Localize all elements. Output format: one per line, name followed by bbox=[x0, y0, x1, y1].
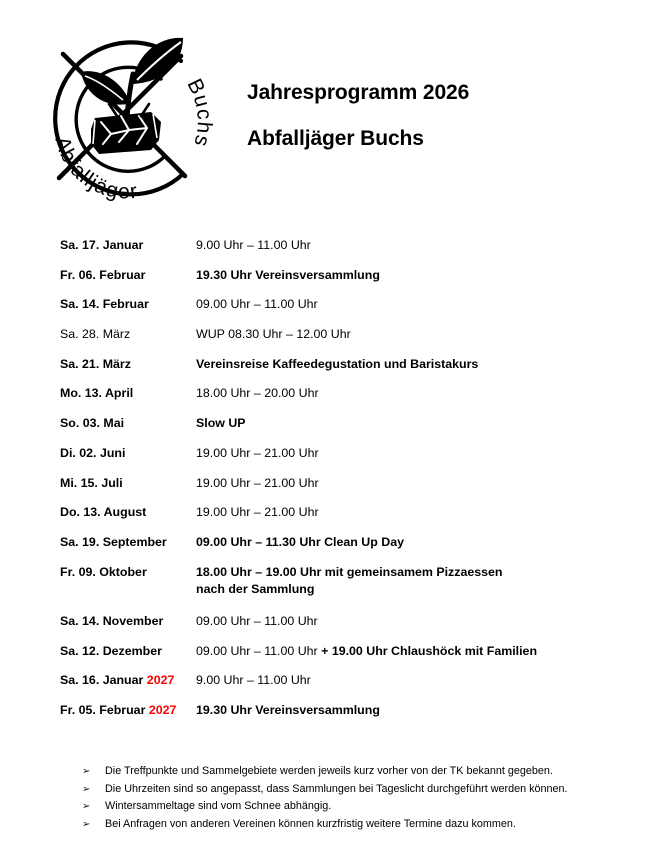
schedule-row-year-highlight: 2027 bbox=[146, 673, 175, 688]
note-list-item-text: Bei Anfragen von anderen Vereinen können kurzfristig weitere Termine dazu kommen. bbox=[105, 817, 516, 830]
schedule-row-detail-text: WUP 08.30 Uhr – 12.00 Uhr bbox=[196, 327, 351, 342]
schedule-row-detail bbox=[196, 504, 660, 521]
arrow-bullet-icon: ➢ bbox=[82, 766, 91, 777]
schedule-row bbox=[60, 296, 660, 326]
schedule-row-detail-text: 09.00 Uhr – 11.30 Uhr Clean Up Day bbox=[196, 534, 404, 549]
schedule-row-detail-primary: 09.00 Uhr – 11.00 Uhr bbox=[196, 643, 322, 658]
schedule-row-detail bbox=[196, 356, 660, 373]
schedule-row-detail bbox=[196, 672, 660, 689]
schedule-row-date: Sa. 14. Februar bbox=[60, 297, 149, 312]
schedule-row-detail-text: 9.00 Uhr – 11.00 Uhr bbox=[196, 238, 311, 252]
schedule-row-detail-text: 09.00 Uhr – 11.00 Uhr bbox=[196, 297, 318, 312]
schedule-row bbox=[60, 415, 660, 445]
schedule-row bbox=[60, 702, 660, 732]
schedule-row-detail-text: 18.00 Uhr – 19.00 Uhr mit gemeinsamem Pizzaessen bbox=[196, 564, 503, 579]
schedule-row-detail bbox=[196, 445, 660, 462]
schedule-row-date-text: Sa. 16. Januar bbox=[60, 673, 147, 688]
schedule-row-detail bbox=[196, 643, 660, 660]
schedule-row bbox=[60, 643, 660, 673]
schedule-row bbox=[60, 534, 660, 564]
arrow-bullet-icon: ➢ bbox=[82, 801, 91, 812]
schedule-row-detail bbox=[196, 475, 660, 492]
note-list-item-text: Die Treffpunkte und Sammelgebiete werden jeweils kurz vorher von der TK bekannt gegeben. bbox=[105, 765, 553, 777]
note-list-item bbox=[82, 782, 642, 800]
schedule-row-detail-text: 19.30 Uhr Vereinsversammlung bbox=[196, 703, 380, 718]
note-list-item bbox=[82, 764, 642, 782]
note-list-item-text: Die Uhrzeiten sind so angepasst, dass Sammlungen bei Tageslicht durchgeführt werden können. bbox=[105, 782, 568, 795]
schedule-row-date-text: Fr. 05. Februar bbox=[60, 703, 149, 718]
notes-list bbox=[82, 764, 642, 834]
document-title-block bbox=[247, 82, 647, 149]
schedule-row-date: Di. 02. Juni bbox=[60, 445, 126, 460]
schedule-row-detail-text: 18.00 Uhr – 20.00 Uhr bbox=[196, 386, 319, 401]
schedule-row-detail bbox=[196, 534, 660, 551]
schedule-row-detail-text: Slow UP bbox=[196, 416, 246, 431]
schedule-row bbox=[60, 504, 660, 534]
schedule-row-date: Sa. 17. Januar bbox=[60, 238, 144, 252]
page-title-line-2: Abfalljäger Buchs bbox=[247, 127, 424, 150]
schedule-row-detail-text: 09.00 Uhr – 11.00 Uhr bbox=[196, 614, 318, 629]
schedule-row-detail bbox=[196, 415, 660, 432]
schedule-row-detail-text: 19.00 Uhr – 21.00 Uhr bbox=[196, 475, 319, 490]
arrow-bullet-icon: ➢ bbox=[82, 818, 91, 830]
schedule-row bbox=[60, 385, 660, 415]
note-list-item-text: Wintersammeltage sind vom Schnee abhängig. bbox=[105, 800, 332, 812]
schedule-row-detail bbox=[196, 296, 660, 313]
schedule-row-date: Fr. 06. Februar bbox=[60, 267, 146, 282]
schedule-row-date: Fr. 09. Oktober bbox=[60, 564, 147, 579]
schedule-row-detail-text: 19.00 Uhr – 21.00 Uhr bbox=[196, 445, 319, 460]
schedule-row-detail bbox=[196, 702, 660, 719]
schedule-row-detail-line2: nach der Sammlung bbox=[196, 581, 315, 596]
page-title-line-1: Jahresprogramm 2026 bbox=[247, 81, 470, 104]
schedule-row bbox=[60, 356, 660, 386]
schedule-row-date bbox=[60, 672, 196, 689]
schedule-row-date: Sa. 21. März bbox=[60, 356, 131, 371]
schedule-row bbox=[60, 267, 660, 297]
schedule-row-detail-emphasis: + 19.00 Uhr Chlaushöck mit Familien bbox=[321, 643, 538, 658]
schedule-row bbox=[60, 445, 660, 475]
schedule-row-detail-text: 19.00 Uhr – 21.00 Uhr bbox=[196, 505, 319, 520]
note-list-item bbox=[82, 799, 642, 817]
note-list-item bbox=[82, 817, 642, 835]
schedule-row-detail bbox=[196, 267, 660, 284]
schedule-row bbox=[60, 672, 660, 702]
abfalljaeger-buchs-logo bbox=[33, 26, 217, 210]
arrow-bullet-icon: ➢ bbox=[82, 783, 91, 795]
schedule-row-date: Mo. 13. April bbox=[60, 386, 134, 401]
schedule-row-detail-text: 19.30 Uhr Vereinsversammlung bbox=[196, 267, 380, 282]
schedule-row-detail bbox=[196, 564, 660, 598]
schedule-row-date: Do. 13. August bbox=[60, 505, 147, 520]
svg-text:Abfalljäger: Abfalljäger bbox=[50, 133, 140, 204]
schedule-list bbox=[60, 237, 660, 732]
schedule-row-detail-text: Vereinsreise Kaffeedegustation und Baristakurs bbox=[196, 356, 479, 371]
schedule-row-date: So. 03. Mai bbox=[60, 416, 125, 431]
schedule-row-year-highlight: 2027 bbox=[148, 703, 177, 718]
schedule-row bbox=[60, 475, 660, 505]
schedule-row-date: Sa. 19. September bbox=[60, 534, 167, 549]
schedule-row-detail bbox=[196, 385, 660, 402]
schedule-row-date: Sa. 28. März bbox=[60, 327, 131, 342]
document-header bbox=[0, 0, 671, 215]
schedule-row bbox=[60, 326, 660, 356]
schedule-row-detail bbox=[196, 326, 660, 343]
schedule-row-date: Sa. 14. November bbox=[60, 614, 164, 629]
schedule-row bbox=[60, 613, 660, 643]
schedule-row-date: Mi. 15. Juli bbox=[60, 475, 123, 490]
schedule-row bbox=[60, 237, 660, 267]
schedule-row bbox=[60, 564, 660, 614]
svg-text:Buchs: Buchs bbox=[182, 75, 216, 150]
schedule-row-detail-text: 9.00 Uhr – 11.00 Uhr bbox=[196, 673, 311, 688]
schedule-row-date: Sa. 12. Dezember bbox=[60, 643, 162, 658]
schedule-row-detail bbox=[196, 237, 660, 254]
schedule-row-detail bbox=[196, 613, 660, 630]
schedule-row-date bbox=[60, 702, 196, 719]
